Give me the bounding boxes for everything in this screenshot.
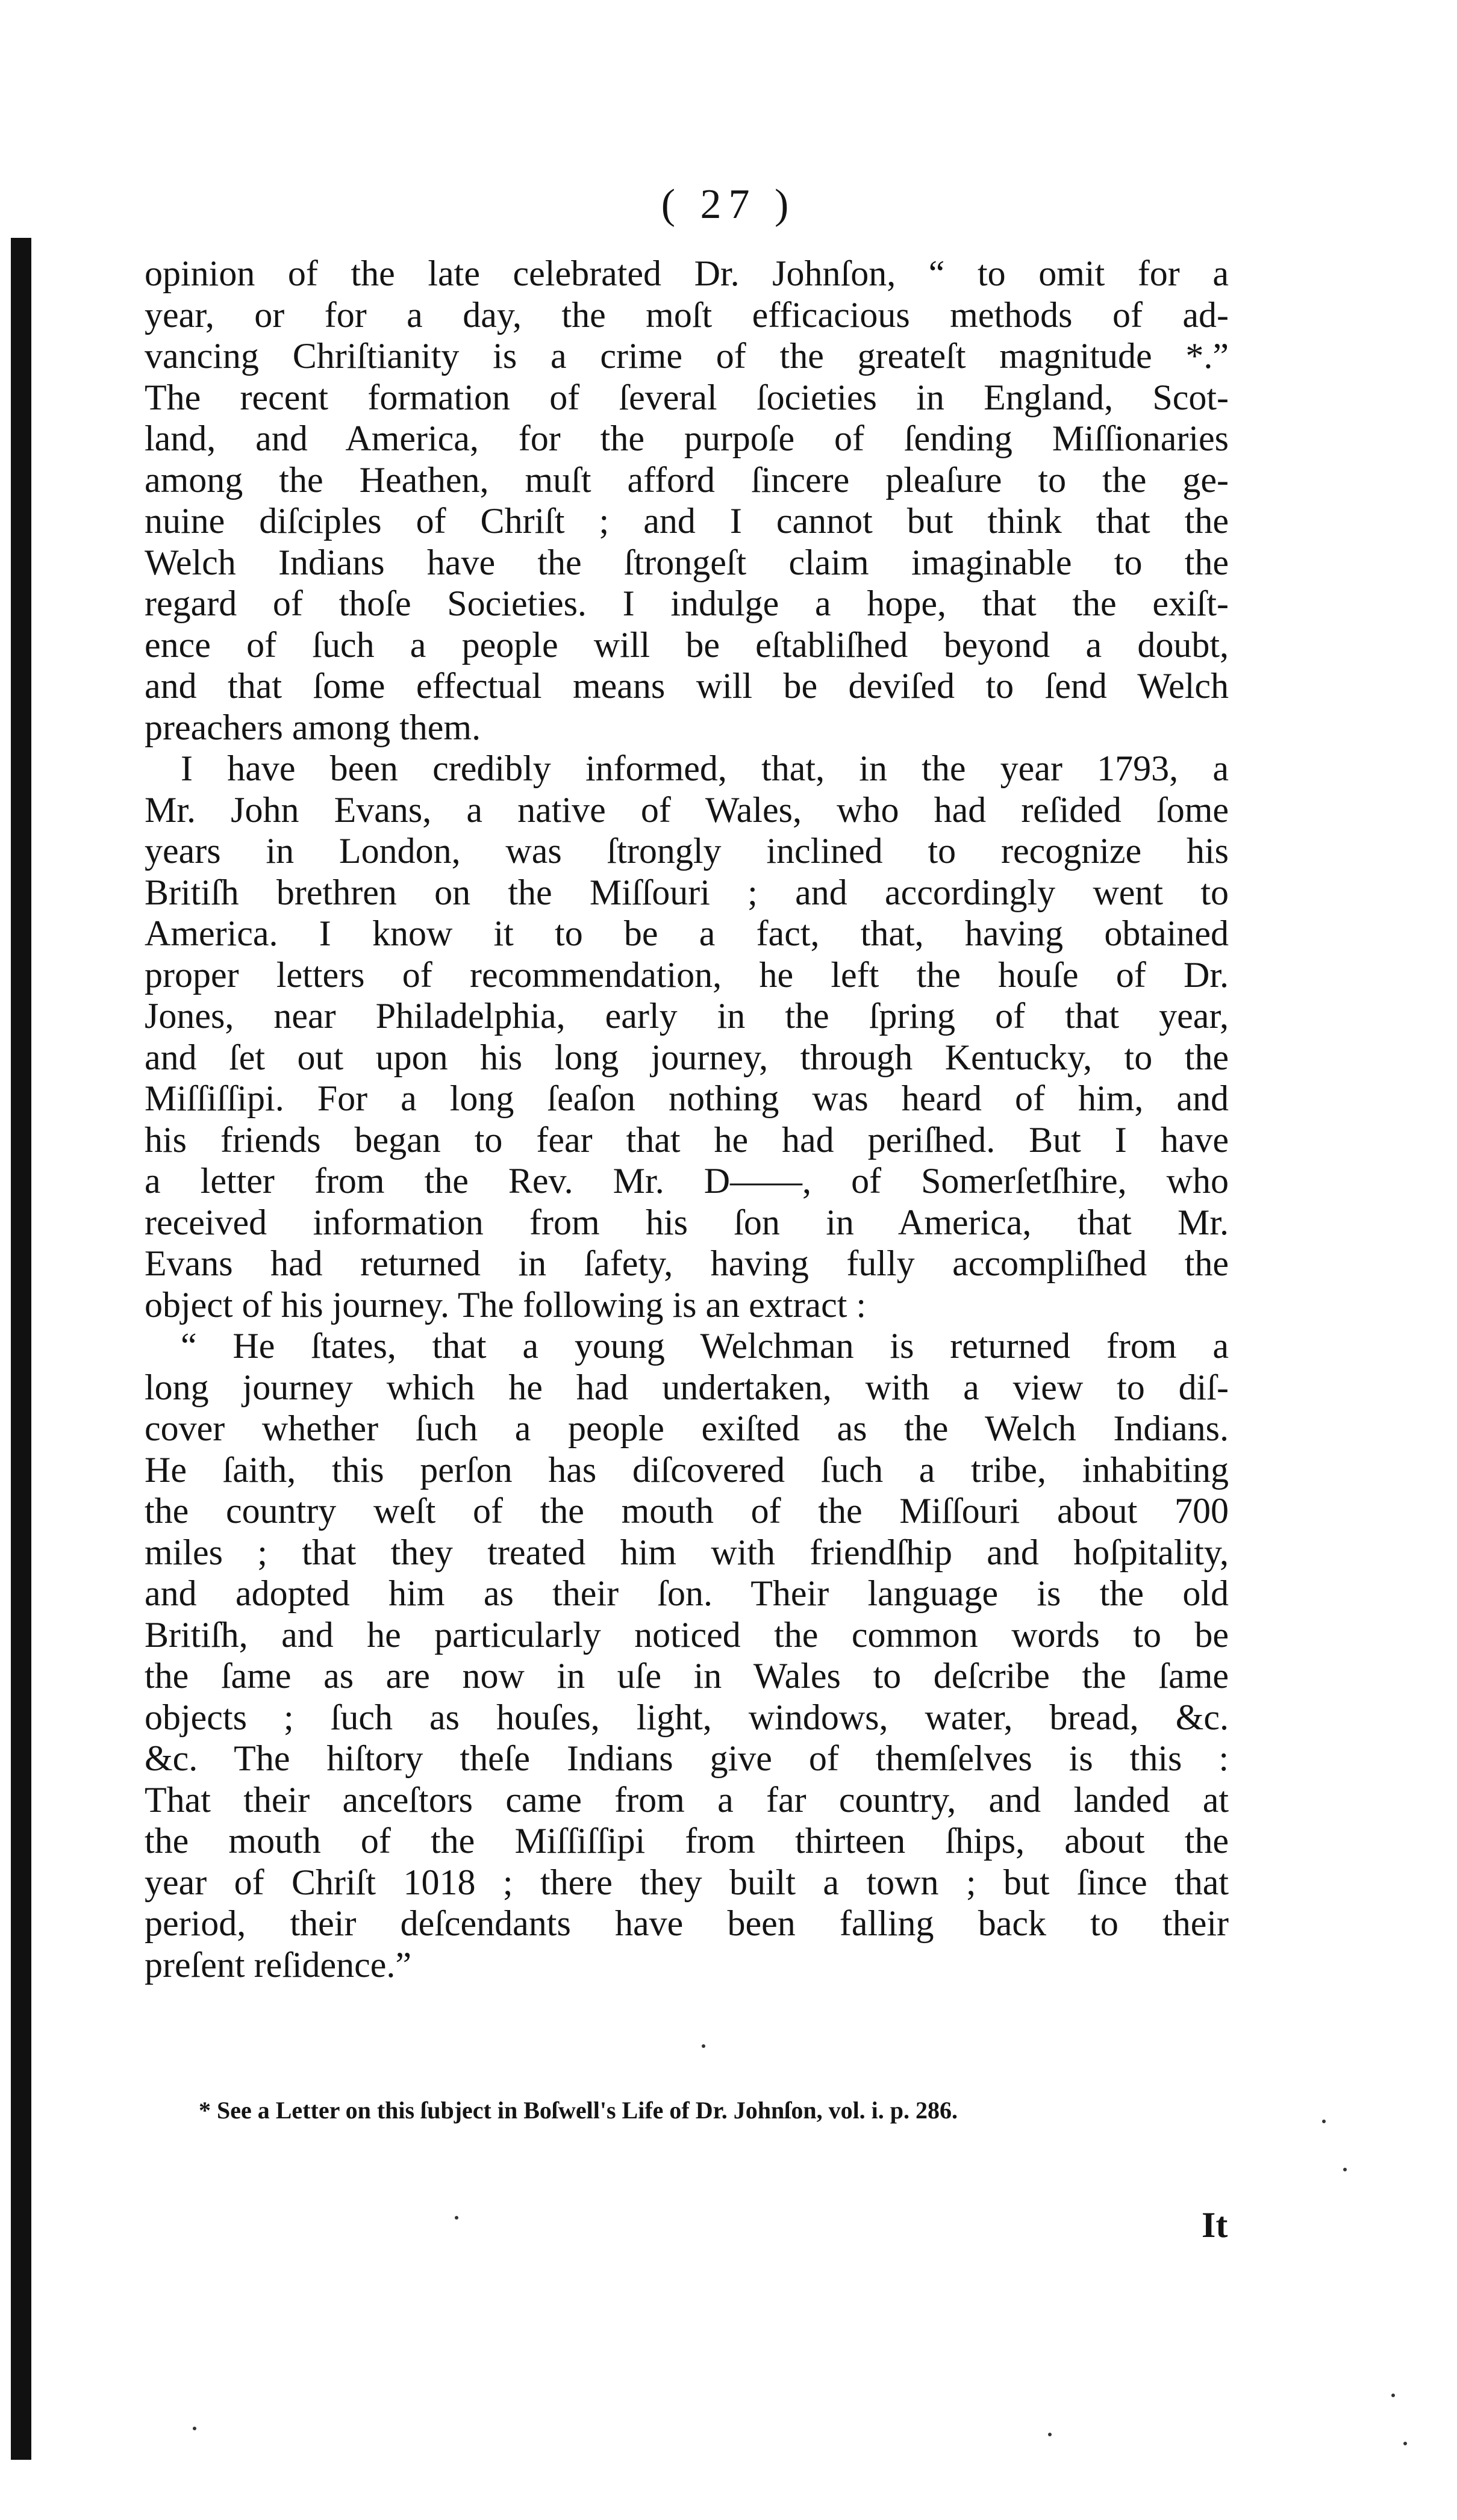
text-line: &c. The hiſtory theſe Indians give of themſelves is this :: [145, 1738, 1229, 1778]
text-line: year, or for a day, the moſt efficacious methods of ad-: [145, 294, 1229, 335]
text-line: period, their deſcendants have been falling back to their: [145, 1903, 1229, 1943]
text-line: opinion of the late celebrated Dr. Johnſon, “ to omit for a: [145, 254, 1229, 293]
text-line: Jones, near Philadelphia, early in the ſpring of that year,: [145, 996, 1229, 1036]
text-line: nuine diſciples of Chriſt ; and I cannot but think that the: [145, 501, 1229, 541]
text-line: Welch Indians have the ſtrongeſt claim imaginable to the: [145, 542, 1229, 582]
text-line: a letter from the Rev. Mr. D——, of Somerſetſhire, who: [145, 1161, 1229, 1201]
ink-speck: [1343, 2168, 1347, 2171]
text-line: the ſame as are now in uſe in Wales to deſcribe the ſame: [145, 1656, 1229, 1696]
text-line: regard of thoſe Societies. I indulge a hope, that the exiſt-: [145, 583, 1229, 623]
paragraph-start-line: I have been credibly informed, that, in the year 1793, a: [181, 748, 1229, 788]
quote-start-line: “ He ſtates, that a young Welchman is returned from a: [181, 1326, 1229, 1366]
text-line: and that ſome effectual means will be deviſed to ſend Welch: [145, 666, 1229, 706]
text-line: Mr. John Evans, a native of Wales, who had reſided ſome: [145, 789, 1229, 830]
ink-speck: [455, 2216, 458, 2220]
text-line: cover whether ſuch a people exiſted as the Welch Indians.: [145, 1408, 1229, 1448]
text-line: preſent reſidence.”: [145, 1944, 412, 1985]
text-line: land, and America, for the purpoſe of ſending Miſſionaries: [145, 418, 1229, 458]
text-line: vancing Chriſtianity is a crime of the greateſt magnitude *.”: [145, 336, 1229, 376]
page-edge-shadow: [11, 238, 31, 2460]
text-line: received information from his ſon in America, that Mr.: [145, 1202, 1229, 1242]
footnote: * See a Letter on this ſubject in Boſwell's Life of Dr. Johnſon, vol. i. p. 286.: [199, 2097, 958, 2124]
page-number: ( 27 ): [661, 181, 796, 228]
text-line: years in London, was ſtrongly inclined to recognize his: [145, 831, 1229, 871]
text-line: long journey which he had undertaken, with a view to diſ-: [145, 1367, 1229, 1407]
text-line: He ſaith, this perſon has diſcovered ſuch a tribe, inhabiting: [145, 1449, 1229, 1490]
catchword: It: [1202, 2205, 1228, 2245]
text-line: year of Chriſt 1018 ; there they built a town ; but ſince that: [145, 1862, 1229, 1902]
text-line: Evans had returned in ſafety, having fully accompliſhed the: [145, 1243, 1229, 1283]
text-line: his friends began to fear that he had periſhed. But I have: [145, 1119, 1229, 1160]
body-text: [145, 253, 1229, 1985]
text-line: Miſſiſſipi. For a long ſeaſon nothing was heard of him, and: [145, 1078, 1229, 1118]
text-line: and ſet out upon his long journey, through Kentucky, to the: [145, 1037, 1229, 1077]
text-line: ence of ſuch a people will be eſtabliſhed beyond a doubt,: [145, 624, 1229, 665]
ink-speck: [193, 2427, 196, 2430]
text-line: among the Heathen, muſt afford ſincere pleaſure to the ge-: [145, 459, 1229, 500]
ink-speck: [1048, 2433, 1052, 2436]
text-line: preachers among them.: [145, 707, 481, 747]
text-line: proper letters of recommendation, he left the houſe of Dr.: [145, 954, 1229, 995]
text-line: object of his journey. The following is an extract :: [145, 1284, 867, 1325]
text-line: and adopted him as their ſon. Their language is the old: [145, 1573, 1229, 1613]
ink-speck: [1322, 2120, 1326, 2123]
text-line: Britiſh, and he particularly noticed the common words to be: [145, 1614, 1229, 1655]
ink-speck: [1391, 2394, 1395, 2397]
text-line: the mouth of the Miſſiſſipi from thirteen ſhips, about the: [145, 1821, 1229, 1861]
text-line: The recent formation of ſeveral ſocieties in England, Scot-: [145, 377, 1229, 417]
ink-speck: [1403, 2442, 1407, 2445]
text-line: objects ; ſuch as houſes, light, windows, water, bread, &c.: [145, 1697, 1229, 1737]
text-line: miles ; that they treated him with friendſhip and hoſpitality,: [145, 1532, 1229, 1572]
text-line: the country weſt of the mouth of the Miſſouri about 700: [145, 1491, 1229, 1531]
ink-speck: [702, 2044, 705, 2048]
text-line: America. I know it to be a fact, that, having obtained: [145, 913, 1229, 953]
text-line: Britiſh brethren on the Miſſouri ; and accordingly went to: [145, 872, 1229, 912]
text-line: That their anceſtors came from a far country, and landed at: [145, 1779, 1229, 1820]
